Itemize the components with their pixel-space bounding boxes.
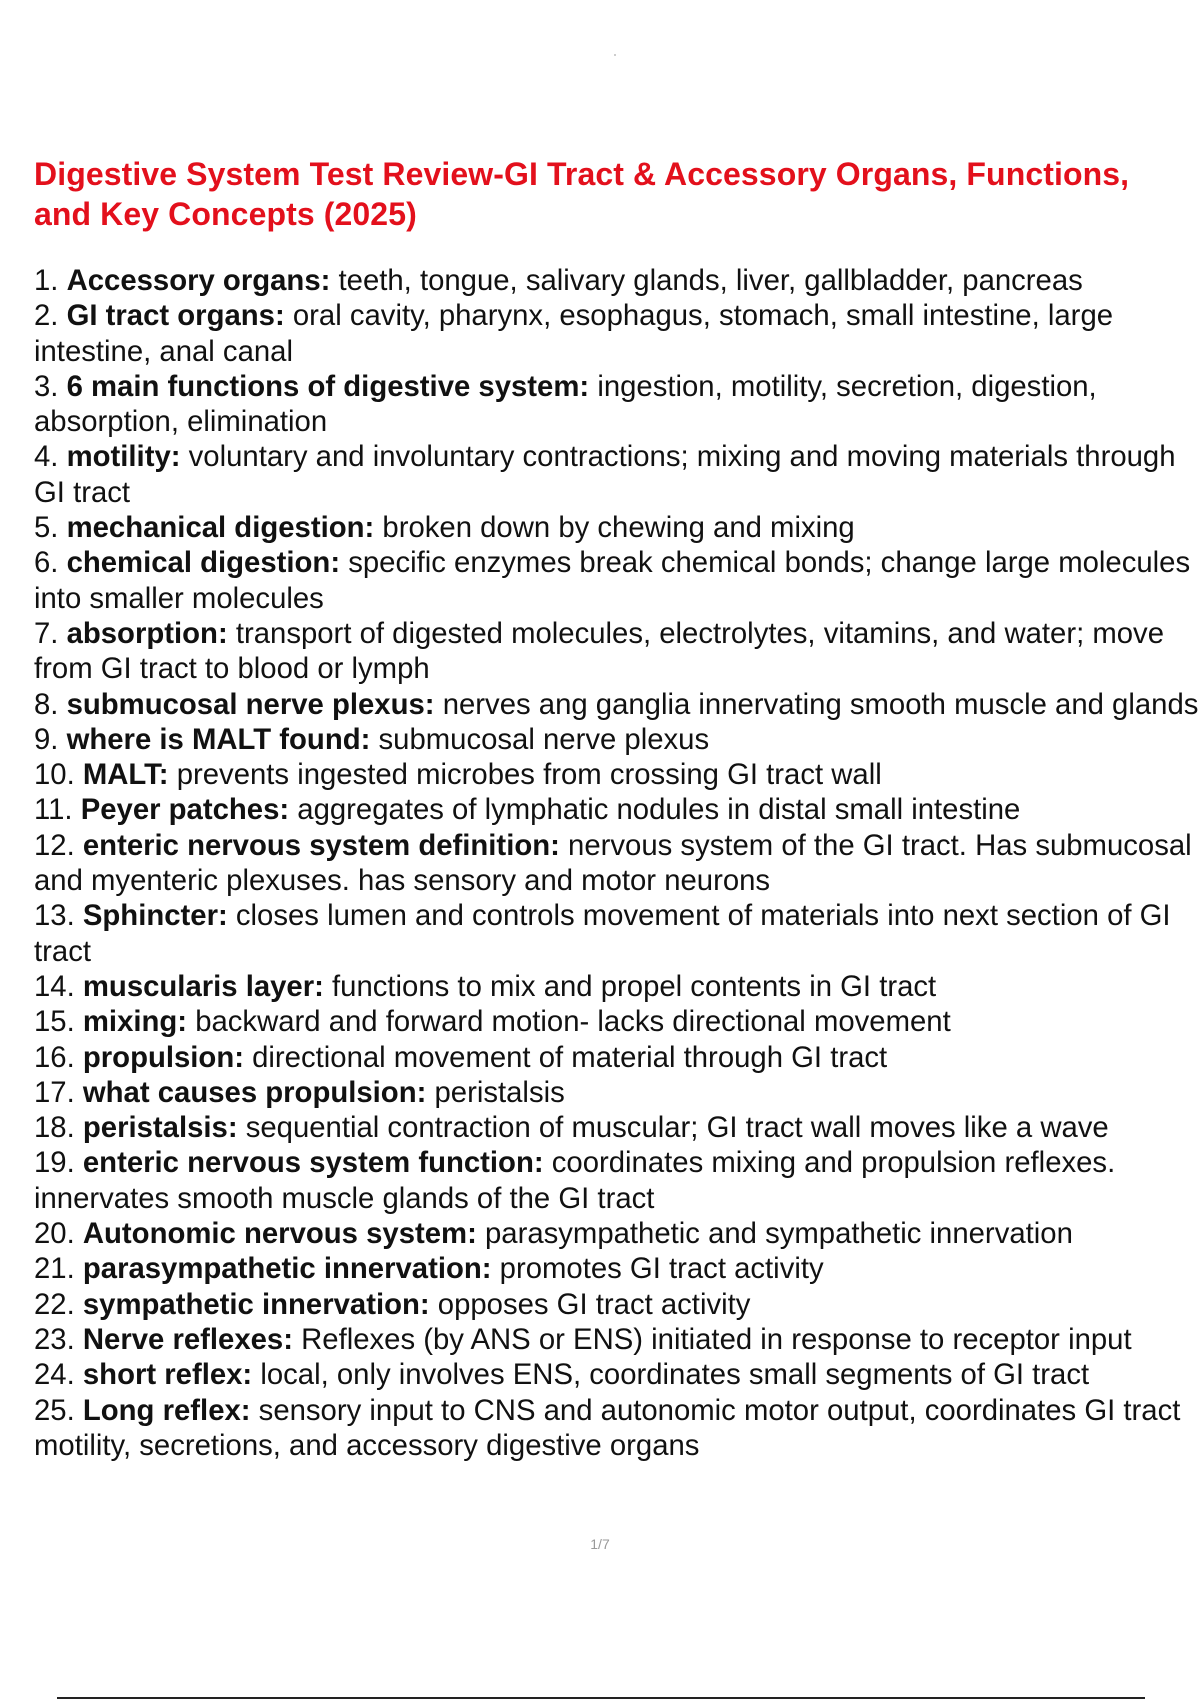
item-term: MALT: [82, 758, 169, 792]
item-definition: opposes GI tract activity [437, 1287, 751, 1321]
review-item [34, 969, 1200, 1004]
review-item [34, 687, 1200, 722]
item-definition: closes lumen and controls movement of materials into next section of GI tract [34, 899, 1171, 968]
review-item [34, 1145, 1200, 1216]
page-indicator: 1/7 [590, 1536, 610, 1552]
review-item [34, 722, 1200, 757]
item-term: Long reflex: [82, 1393, 251, 1427]
item-definition: ingestion, motility, secretion, digestion, absorption, elimination [34, 369, 1097, 439]
item-term: peristalsis: [82, 1111, 238, 1145]
item-definition: Reflexes (by ANS or ENS) initiated in response to receptor input [301, 1322, 1132, 1356]
item-number: 16. [34, 1040, 75, 1074]
item-definition: aggregates of lymphatic nodules in distal small intestine [297, 793, 1021, 827]
item-number: 3. [34, 369, 59, 403]
item-definition: nervous system of the GI tract. Has submucosal and myenteric plexuses. has sensory and motor neurons [34, 828, 1192, 898]
review-item [34, 1004, 1200, 1039]
item-number: 14. [34, 969, 75, 1003]
item-definition: broken down by chewing and mixing [382, 511, 855, 545]
review-item [34, 1110, 1200, 1145]
review-item [34, 369, 1200, 440]
item-term: sympathetic innervation: [82, 1287, 430, 1321]
item-term: mechanical digestion: [66, 511, 375, 545]
item-term: enteric nervous system function: [82, 1146, 544, 1180]
item-term: where is MALT found: [66, 722, 371, 756]
item-number: 1. [34, 264, 59, 297]
item-term: motility: [66, 440, 181, 474]
item-term: Autonomic nervous system: [82, 1217, 477, 1251]
review-item [34, 898, 1200, 969]
item-definition: coordinates mixing and propulsion reflexes. innervates smooth muscle glands of the GI tract [34, 1146, 1116, 1215]
item-definition: voluntary and involuntary contractions; mixing and moving materials through GI tract [34, 440, 1176, 509]
item-number: 11. [34, 793, 73, 827]
item-definition: prevents ingested microbes from crossing GI tract wall [176, 758, 882, 792]
item-number: 19. [34, 1146, 75, 1180]
document-title: Digestive System Test Review-GI Tract & Accessory Organs, Functions, and Key Concepts (2025) [34, 156, 1130, 232]
review-item [34, 1216, 1200, 1251]
item-term: parasympathetic innervation: [82, 1252, 492, 1286]
item-definition: peristalsis [434, 1075, 565, 1109]
item-number: 20. [34, 1217, 75, 1251]
item-definition: teeth, tongue, salivary glands, liver, gallbladder, pancreas [338, 264, 1083, 297]
item-term: Sphincter: [82, 899, 228, 933]
review-item [34, 792, 1200, 827]
item-number: 18. [34, 1111, 75, 1145]
item-number: 4. [34, 440, 59, 474]
item-number: 25. [34, 1393, 75, 1427]
item-term: mixing: [82, 1005, 188, 1039]
review-item [34, 263, 1200, 298]
bottom-divider [57, 1697, 1145, 1699]
item-term: what causes propulsion: [82, 1075, 427, 1109]
item-number: 15. [34, 1005, 75, 1039]
item-definition: backward and forward motion- lacks directional movement [195, 1005, 951, 1039]
item-definition: functions to mix and propel contents in GI tract [332, 969, 937, 1003]
item-definition: local, only involves ENS, coordinates small segments of GI tract [260, 1358, 1090, 1392]
item-number: 23. [34, 1322, 75, 1356]
item-definition: sensory input to CNS and autonomic motor output, coordinates GI tract motility, secretions, and accessory digestive organs [34, 1393, 1181, 1462]
item-term: muscularis layer: [82, 969, 324, 1003]
item-number: 2. [34, 299, 59, 333]
item-term: Accessory organs: [66, 264, 331, 297]
item-number: 24. [34, 1358, 75, 1392]
item-term: propulsion: [82, 1040, 244, 1074]
item-definition: specific enzymes break chemical bonds; change large molecules into smaller molecules [34, 546, 1191, 615]
item-term: submucosal nerve plexus: [66, 687, 435, 721]
page-dot [614, 54, 616, 56]
item-number: 22. [34, 1287, 75, 1321]
review-item [34, 828, 1200, 899]
review-item [34, 1357, 1200, 1392]
item-definition: submucosal nerve plexus [378, 722, 710, 756]
item-term: Peyer patches: [80, 793, 290, 827]
item-term: GI tract organs: [66, 299, 285, 333]
item-number: 10. [34, 758, 75, 792]
item-number: 7. [34, 616, 59, 650]
item-definition: parasympathetic and sympathetic innervation [484, 1217, 1073, 1251]
item-term: absorption: [66, 616, 228, 650]
review-item [34, 616, 1200, 687]
review-item [34, 1393, 1200, 1464]
item-number: 6. [34, 546, 59, 580]
review-item [34, 1322, 1200, 1357]
item-term: short reflex: [82, 1358, 253, 1392]
review-item [34, 1251, 1200, 1286]
item-term: 6 main functions of digestive system: [66, 369, 590, 403]
review-item [34, 298, 1200, 369]
item-definition: nerves ang ganglia innervating smooth muscle and glands [442, 687, 1199, 721]
item-number: 5. [34, 511, 59, 545]
item-definition: oral cavity, pharynx, esophagus, stomach, small intestine, large intestine, anal canal [34, 299, 1114, 368]
item-number: 9. [34, 722, 59, 756]
item-number: 21. [34, 1252, 75, 1286]
review-item [34, 545, 1200, 616]
item-number: 17. [34, 1075, 75, 1109]
review-item [34, 757, 1200, 792]
review-list [34, 263, 1200, 1463]
item-definition: directional movement of material through GI tract [252, 1040, 888, 1074]
item-term: Nerve reflexes: [82, 1322, 293, 1356]
review-item [34, 1040, 1200, 1075]
review-item [34, 510, 1200, 545]
review-item [34, 439, 1200, 510]
item-number: 12. [34, 828, 75, 862]
review-item [34, 1287, 1200, 1322]
item-number: 8. [34, 687, 59, 721]
item-definition: promotes GI tract activity [499, 1252, 824, 1286]
item-number: 13. [34, 899, 75, 933]
item-term: enteric nervous system definition: [82, 828, 560, 862]
review-item [34, 1075, 1200, 1110]
item-definition: sequential contraction of muscular; GI tract wall moves like a wave [245, 1111, 1109, 1145]
item-definition: transport of digested molecules, electrolytes, vitamins, and water; move from GI tract to blood or lymph [34, 616, 1165, 686]
item-term: chemical digestion: [66, 546, 341, 580]
